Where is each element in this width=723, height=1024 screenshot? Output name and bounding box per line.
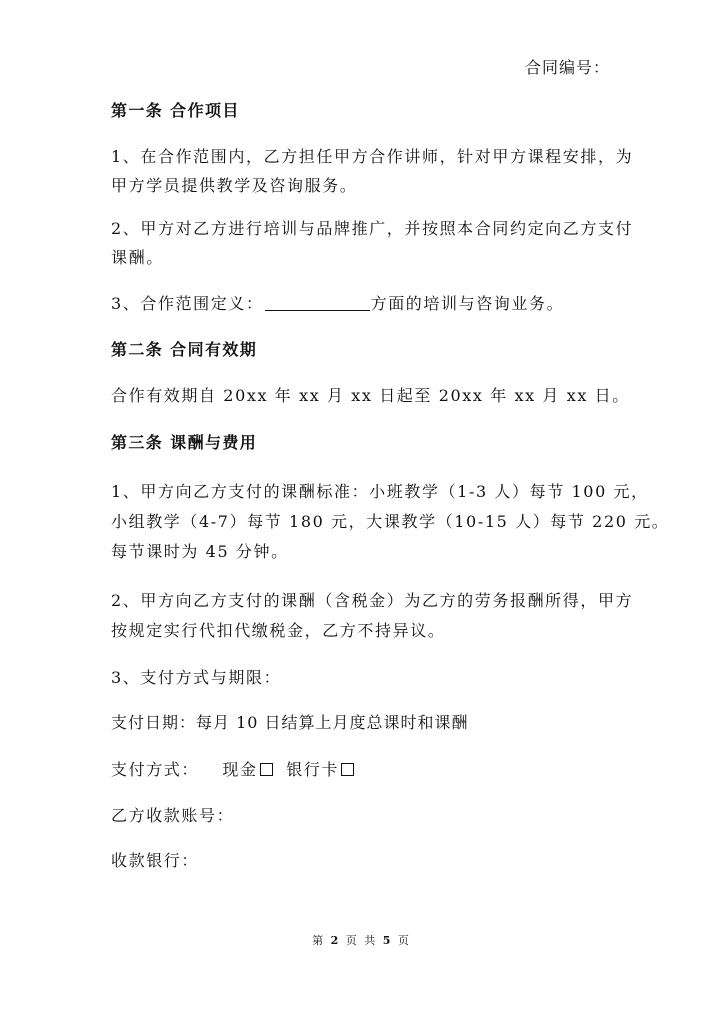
article-1-item-3-suffix: 方面的培训与咨询业务。: [370, 294, 565, 313]
footer-page-number: 2: [330, 934, 341, 947]
article-1-item-3-prefix: 3、合作范围定义：: [111, 294, 264, 313]
payment-option-cash-label: 现金: [222, 760, 258, 779]
article-1-item-3: [111, 294, 564, 312]
article-2-body: 合作有效期自 20xx 年 xx 月 xx 日起至 20xx 年 xx 月 xx 日。: [111, 386, 630, 405]
article-3-item-1-line-2: 小组教学（4-7）每节 180 元，大课教学（10-15 人）每节 220 元。: [111, 512, 670, 531]
party-b-account-label: 乙方收款账号：: [111, 806, 235, 825]
article-3-item-3: 3、支付方式与期限：: [111, 668, 282, 687]
payment-option-cash-checkbox[interactable]: [260, 763, 273, 776]
footer-middle: 页 共: [345, 934, 378, 947]
article-2-title: 第二条 合同有效期: [111, 340, 258, 359]
scope-blank-line: [265, 294, 370, 311]
payment-date: 支付日期：每月 10 日结算上月度总课时和课酬: [111, 713, 469, 732]
payment-option-bank-label: 银行卡: [286, 760, 340, 779]
article-3-item-1-line-1: 1、甲方向乙方支付的课酬标准：小班教学（1-3 人）每节 100 元，: [111, 482, 649, 501]
footer-total-pages: 5: [382, 934, 393, 947]
article-1-item-1-line-2: 甲方学员提供教学及咨询服务。: [111, 176, 358, 195]
contract-number-label: 合同编号：: [525, 58, 611, 77]
article-1-title: 第一条 合作项目: [111, 101, 240, 120]
payment-option-bank-checkbox[interactable]: [341, 763, 354, 776]
payment-method-label: 支付方式：: [111, 760, 200, 779]
page-footer: [0, 932, 723, 948]
footer-suffix: 页: [397, 934, 411, 947]
article-3-item-1-line-3: 每节课时为 45 分钟。: [111, 542, 289, 561]
receiving-bank-label: 收款银行：: [111, 851, 200, 870]
article-1-item-1-line-1: 1、在合作范围内，乙方担任甲方合作讲师，针对甲方课程安排，为: [111, 147, 634, 166]
article-1-item-2-line-2: 课酬。: [111, 248, 164, 267]
article-1-item-2-line-1: 2、甲方对乙方进行培训与品牌推广，并按照本合同约定向乙方支付: [111, 219, 634, 238]
article-3-title: 第三条 课酬与费用: [111, 433, 258, 452]
payment-method-row: [111, 762, 361, 778]
article-3-item-2-line-2: 按规定实行代扣代缴税金，乙方不持异议。: [111, 621, 446, 640]
article-3-item-2-line-1: 2、甲方向乙方支付的课酬（含税金）为乙方的劳务报酬所得，甲方: [111, 591, 634, 610]
footer-prefix: 第: [312, 934, 326, 947]
